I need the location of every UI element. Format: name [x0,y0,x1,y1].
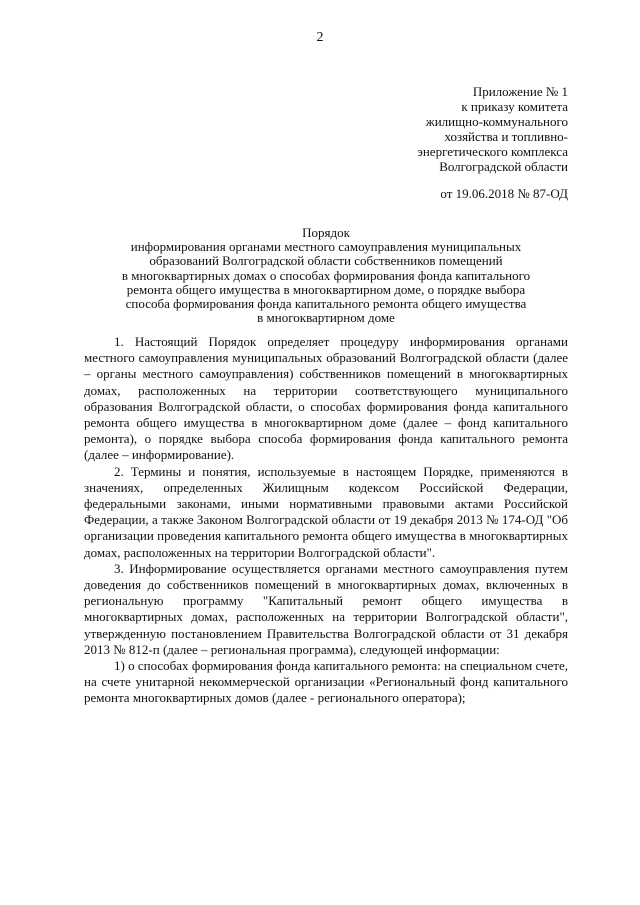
paragraph-3-item-1: 1) о способах формирования фонда капитального ремонта: на специальном счете, на счете унитарной некоммерческой организации «Региональный фонд капитального ремонта многоквартирных домов (далее - регионального оператора); [84,658,568,706]
document-title [84,226,568,325]
appendix-line: хозяйства и топливно- [444,129,568,144]
appendix-line: энергетического комплекса [417,144,568,159]
title-line: ремонта общего имущества в многоквартирном доме, о порядке выбора [126,281,526,297]
title-line: в многоквартирном доме [257,310,395,326]
title-line: в многоквартирных домах о способах формирования фонда капитального [121,267,531,283]
title-heading: Порядок [302,225,350,240]
appendix-line: жилищно-коммунального [425,114,568,129]
title-line: способа формирования фонда капитального ремонта общего имущества [125,296,527,312]
order-date: от 19.06.2018 № 87-ОД [440,186,568,201]
paragraph-2: 2. Термины и понятия, используемые в настоящем Порядке, применяются в значениях, определенных Жилищным кодексом Российской Федерации, федеральными законами, иными нормативными правовыми актами Российской Федерации, а также Законом Волгоградской области от 19 декабря 2013 № 174-ОД "Об организации проведения капитального ремонта общего имущества в многоквартирных домах, расположенных на территории Волгоградской области". [84,463,568,560]
document-body [84,334,568,707]
appendix-line: к приказу комитета [461,99,568,114]
page-number: 2 [316,30,324,45]
appendix-line: Волгоградской области [439,159,568,174]
paragraph-3: 3. Информирование осуществляется органами местного самоуправления путем доведения до собственников помещений в многоквартирных домах, включенных в региональную программу "Капитальный ремонт общего имущества в многоквартирных домах, расположенных на территории Волгоградской области", утвержденную постановлением Правительства Волгоградской области от 31 декабря 2013 № 812-п (далее – региональная программа), следующей информации: [84,560,568,657]
appendix-line: Приложение № 1 [472,84,568,99]
title-line: образований Волгоградской области собственников помещений [149,253,503,269]
appendix-block [308,84,568,201]
title-line: информирования органами местного самоуправления муниципальных [130,239,522,255]
paragraph-1: 1. Настоящий Порядок определяет процедуру информирования органами местного самоуправления муниципальных образований Волгоградской области (далее – органы местного самоуправления) собственников помещений в многоквартирных домах, расположенных на территории соответствующего муниципального образования Волгоградской области, о способах формирования фонда капитального ремонта общего имущества в многоквартирном доме (далее – фонд капитального ремонта), о порядке выбора способа формирования фонда капитального ремонта (далее – информирование). [84,334,568,463]
